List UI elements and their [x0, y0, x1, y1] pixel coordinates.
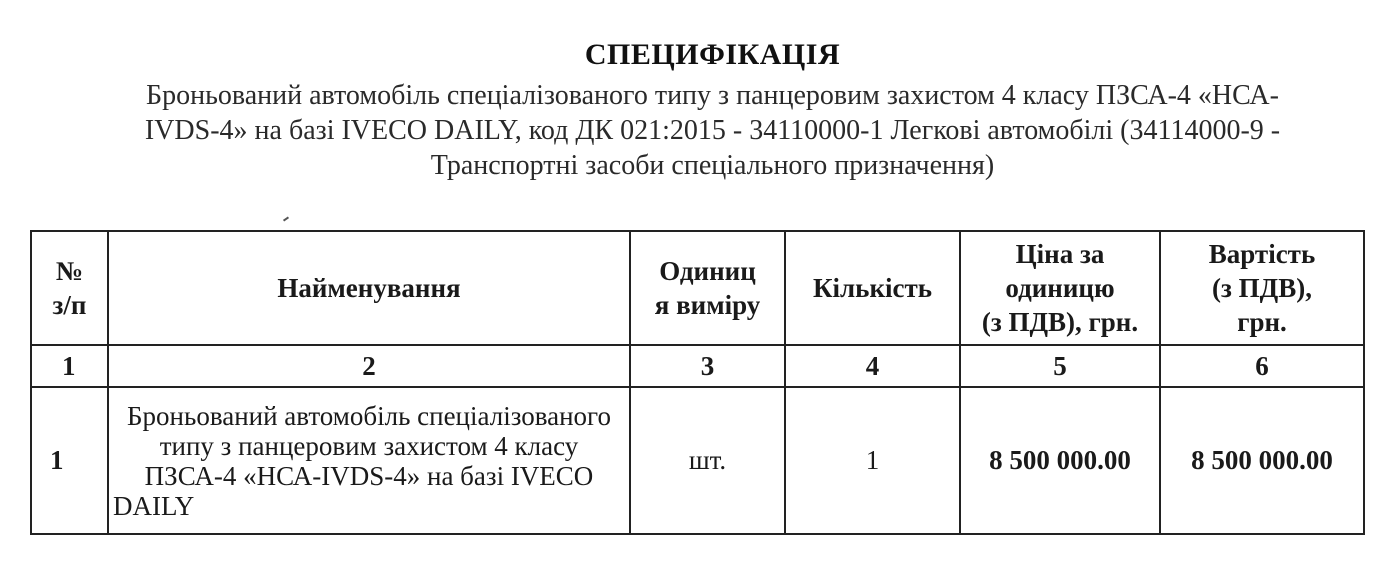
column-number: 2 — [108, 345, 630, 387]
row-unit: шт. — [630, 387, 785, 534]
subtitle-line: Броньований автомобіль спеціалізованого типу з панцеровим захистом 4 класу ПЗСА-4 «НСА- — [146, 80, 1279, 111]
pen-mark — [283, 216, 289, 221]
subtitle-line: Транспортні засоби спеціального призначення) — [430, 150, 995, 181]
row-total: 8 500 000.00 — [1160, 387, 1364, 534]
subtitle-line: IVDS-4» на базі IVECO DAILY, код ДК 021:2015 - 34110000-1 Легкові автомобілі (34114000-9 - — [144, 115, 1281, 146]
header-num-line: з/п — [52, 290, 87, 320]
header-total — [1160, 231, 1364, 345]
header-num — [31, 231, 108, 345]
table-row — [31, 387, 1364, 534]
header-name: Найменування — [108, 231, 630, 345]
header-row — [31, 231, 1364, 345]
header-qty: Кількість — [785, 231, 960, 345]
header-unit-line: Одиниц — [659, 256, 756, 286]
column-number-row — [31, 345, 1364, 387]
row-name: Броньований автомобіль спеціалізованого типу з панцеровим захистом 4 класу ПЗСА-4 «НСА-IVDS-4» на базі IVECO DAILY — [108, 387, 630, 534]
specification-table — [30, 230, 1365, 535]
header-price-line: (з ПДВ), грн. — [981, 307, 1139, 337]
row-num: 1 — [31, 387, 108, 534]
column-number: 6 — [1160, 345, 1364, 387]
row-price: 8 500 000.00 — [960, 387, 1160, 534]
header-unit-line: я виміру — [654, 290, 761, 320]
header-num-line: № — [55, 256, 84, 286]
document-subtitle — [40, 78, 1385, 183]
header-price — [960, 231, 1160, 345]
row-qty: 1 — [785, 387, 960, 534]
column-number: 3 — [630, 345, 785, 387]
header-total-line: грн. — [1237, 307, 1287, 337]
document-title: СПЕЦИФІКАЦІЯ — [584, 38, 841, 71]
header-price-line: одиницю — [1005, 273, 1115, 303]
header-price-line: Ціна за — [1015, 239, 1105, 269]
column-number: 5 — [960, 345, 1160, 387]
header-total-line: (з ПДВ), — [1212, 273, 1312, 303]
column-number: 4 — [785, 345, 960, 387]
column-number: 1 — [31, 345, 108, 387]
header-total-line: Вартість — [1208, 239, 1316, 269]
header-unit — [630, 231, 785, 345]
